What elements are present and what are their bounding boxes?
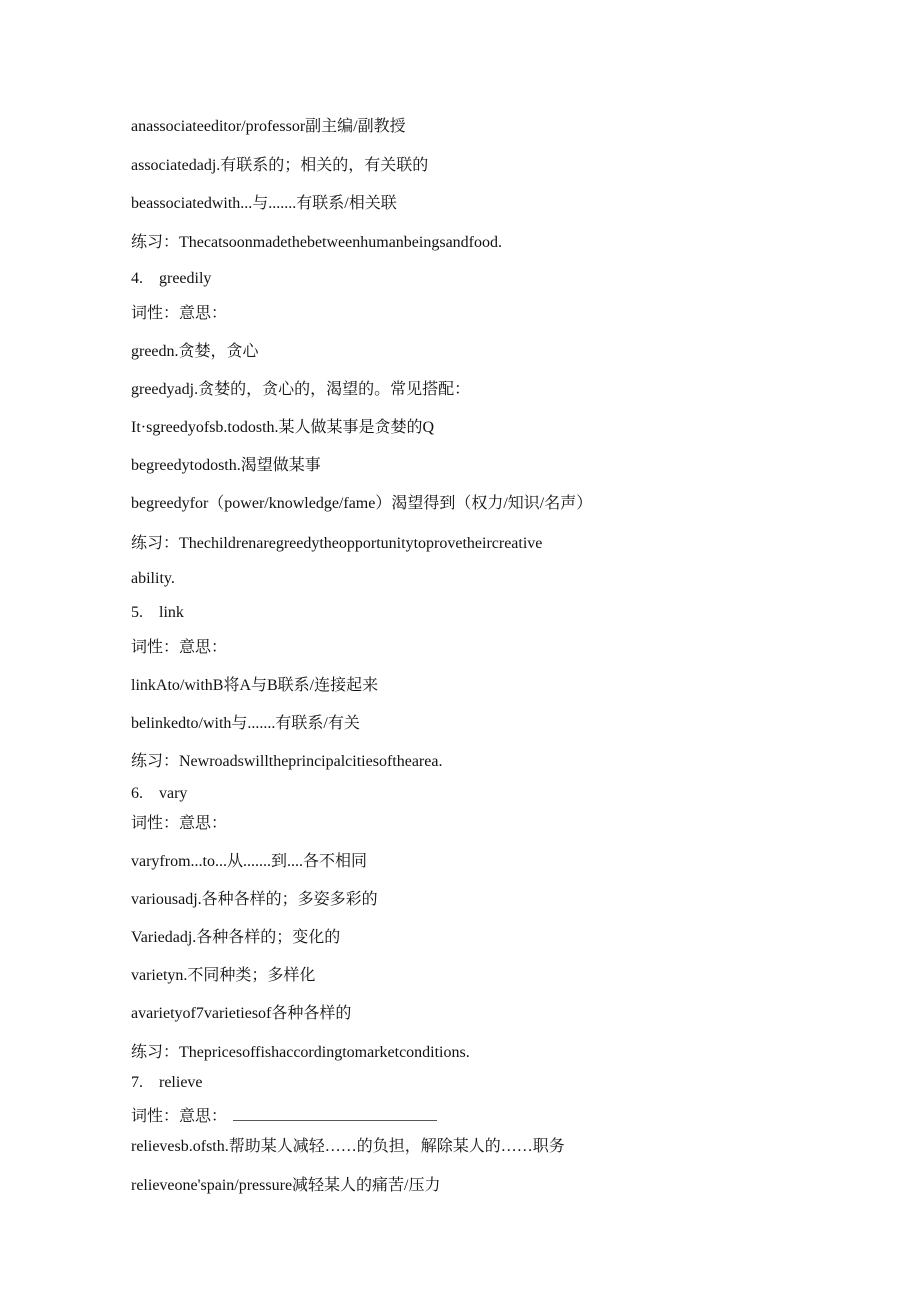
vocab-heading [131,784,187,804]
item-number: 7. [131,1074,143,1091]
vocab-heading [131,269,211,289]
text-line: beassociatedwith...与.......有联系/相关联 [131,195,397,212]
vocab-word: greedily [159,270,212,287]
text-line: associatedadj.有联系的；相关的，有关联的 [131,157,429,174]
text-line: 词性：意思： [131,305,228,322]
exercise-line: 练习：Thecatsoonmadethebetweenhumanbeingsandfood. [131,234,503,251]
vocab-word: link [159,604,184,621]
text-line: begreedytodosth.渴望做某事 [131,457,321,474]
text-line: variousadj.各种各样的；多姿多彩的 [131,891,378,908]
text-line: greedn.贪婪，贪心 [131,343,259,360]
text-line: begreedyfor（power/knowledge/fame）渴望得到（权力/知识/名声） [131,495,593,512]
label-text: 词性：意思： [131,1108,228,1125]
vocab-heading [131,603,184,623]
text-line: varyfrom...to...从.......到....各不相同 [131,853,367,870]
vocab-word: relieve [159,1074,203,1091]
text-line: belinkedto/with与.......有联系/有关 [131,715,360,732]
text-line: greedyadj.贪婪的，贪心的，渴望的。常见搭配： [131,381,471,398]
vocab-word: vary [159,785,188,802]
text-line: It·sgreedyofsb.todosth.某人做某事是贪婪的Q [131,419,435,436]
text-line: ability. [131,570,175,587]
exercise-line: 练习：Newroadswilltheprincipalcitiesofthearea. [131,753,443,770]
exercise-line: 练习：Thepricesoffishaccordingtomarketconditions. [131,1044,470,1061]
text-line: varietyn.不同种类；多样化 [131,967,316,984]
exercise-line: 练习：Thechildrenaregreedytheopportunitytoprovetheircreative [131,535,543,552]
vocab-heading [131,1073,203,1093]
text-line: 词性：意思： [131,639,228,656]
text-line: 词性：意思： [131,815,228,832]
text-line-with-blank [131,1104,437,1127]
item-number: 6. [131,785,143,802]
text-line: avarietyof7varietiesof各种各样的 [131,1005,352,1022]
item-number: 5. [131,604,143,621]
text-line: relieveone'spain/pressure减轻某人的痛苦/压力 [131,1177,441,1194]
text-line: Variedadj.各种各样的；变化的 [131,929,341,946]
item-number: 4. [131,270,143,287]
text-line: relievesb.ofsth.帮助某人减轻……的负担，解除某人的……职务 [131,1138,565,1155]
text-line: linkAto/withB将A与B联系/连接起来 [131,677,379,694]
text-line: anassociateeditor/professor副主编/副教授 [131,118,406,135]
answer-blank [233,1104,437,1121]
